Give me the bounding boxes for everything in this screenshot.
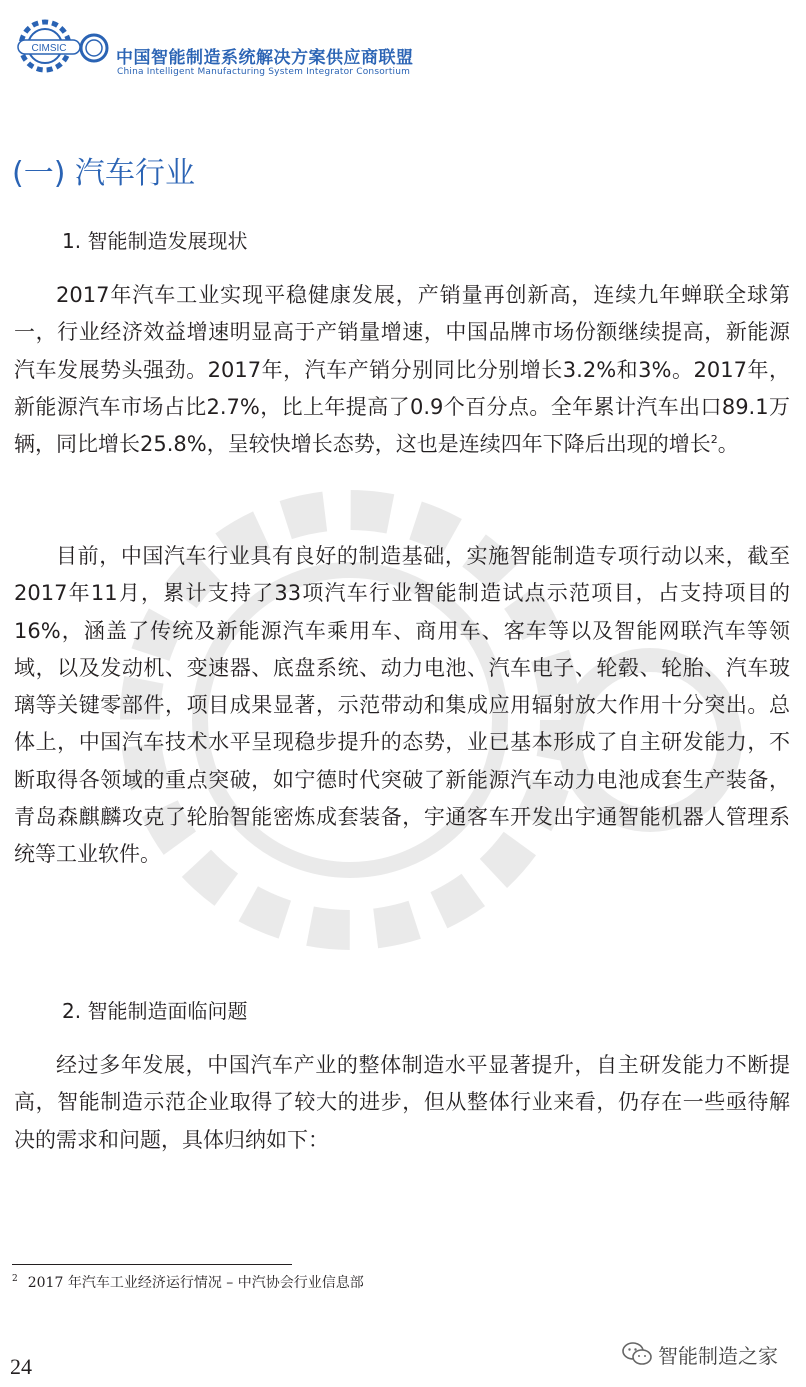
wechat-badge[interactable] xyxy=(622,1339,778,1369)
page-number: 24 xyxy=(10,1354,32,1379)
paragraph-1-tail: 。 xyxy=(717,432,739,457)
paragraph-2: 目前，中国汽车行业具有良好的制造基础，实施智能制造专项行动以来，截至2017年11月，累计支持了33项汽车行业智能制造试点示范项目，占支持项目的16%，涵盖了传统及新能源汽车乘用车、商用车、客车等以及智能网联汽车等领域，以及发动机、变速器、底盘系统、动力电池、汽车电子、轮毂、轮胎、汽车玻璃等关键零部件，项目成果显著，示范带动和集成应用辐射放大作用十分突出。总体上，中国汽车技术水平呈现稳步提升的态势，业已基本形成了自主研发能力，不断取得各领域的重点突破，如宁德时代突破了新能源汽车动力电池成套生产装备，青岛森麒麟攻克了轮胎智能密炼成套装备，宇通客车开发出宇通智能机器人管理系统等工业软件。 xyxy=(14,544,790,867)
paragraph-1-text: 2017年汽车工业实现平稳健康发展，产销量再创新高，连续九年蝉联全球第一，行业经济效益增速明显高于产销量增速，中国品牌市场份额继续提高，新能源汽车发展势头强劲。2017年，汽车产销分别同比分别增长3.2%和3%。2017年，新能源汽车市场占比2.7%，比上年提高了0.9个百分点。全年累计汽车出口89.1万辆，同比增长25.8%，呈较快增长态势，这也是连续四年下降后出现的增长 xyxy=(14,283,790,457)
subsection-heading-1: 1. 智能制造发展现状 xyxy=(62,229,248,253)
paragraph-1 xyxy=(14,277,790,463)
footnote xyxy=(12,1272,364,1292)
footnote-number: 2 xyxy=(12,1274,18,1285)
svg-text:CIMSIC: CIMSIC xyxy=(31,43,67,54)
wechat-account-name: 智能制造之家 xyxy=(658,1343,778,1368)
footnote-ref[interactable]: 2 xyxy=(710,433,718,447)
org-name-cn: 中国智能制造系统解决方案供应商联盟 xyxy=(116,48,414,68)
subsection-heading-2: 2. 智能制造面临问题 xyxy=(62,999,248,1023)
cimsic-logo xyxy=(12,12,110,80)
org-name-en: China Intelligent Manufacturing System Integrator Consortium xyxy=(117,67,411,77)
section-title: (一) 汽车行业 xyxy=(12,156,195,191)
page-header xyxy=(12,12,432,80)
footnote-text: 2017 年汽车工业经济运行情况 – 中汽协会行业信息部 xyxy=(27,1275,364,1291)
paragraph-3: 经过多年发展，中国汽车产业的整体制造水平显著提升，自主研发能力不断提高，智能制造示范企业取得了较大的进步，但从整体行业来看，仍存在一些亟待解决的需求和问题，具体归纳如下： xyxy=(14,1053,790,1152)
wechat-icon xyxy=(622,1341,652,1367)
footnote-divider xyxy=(12,1264,292,1265)
